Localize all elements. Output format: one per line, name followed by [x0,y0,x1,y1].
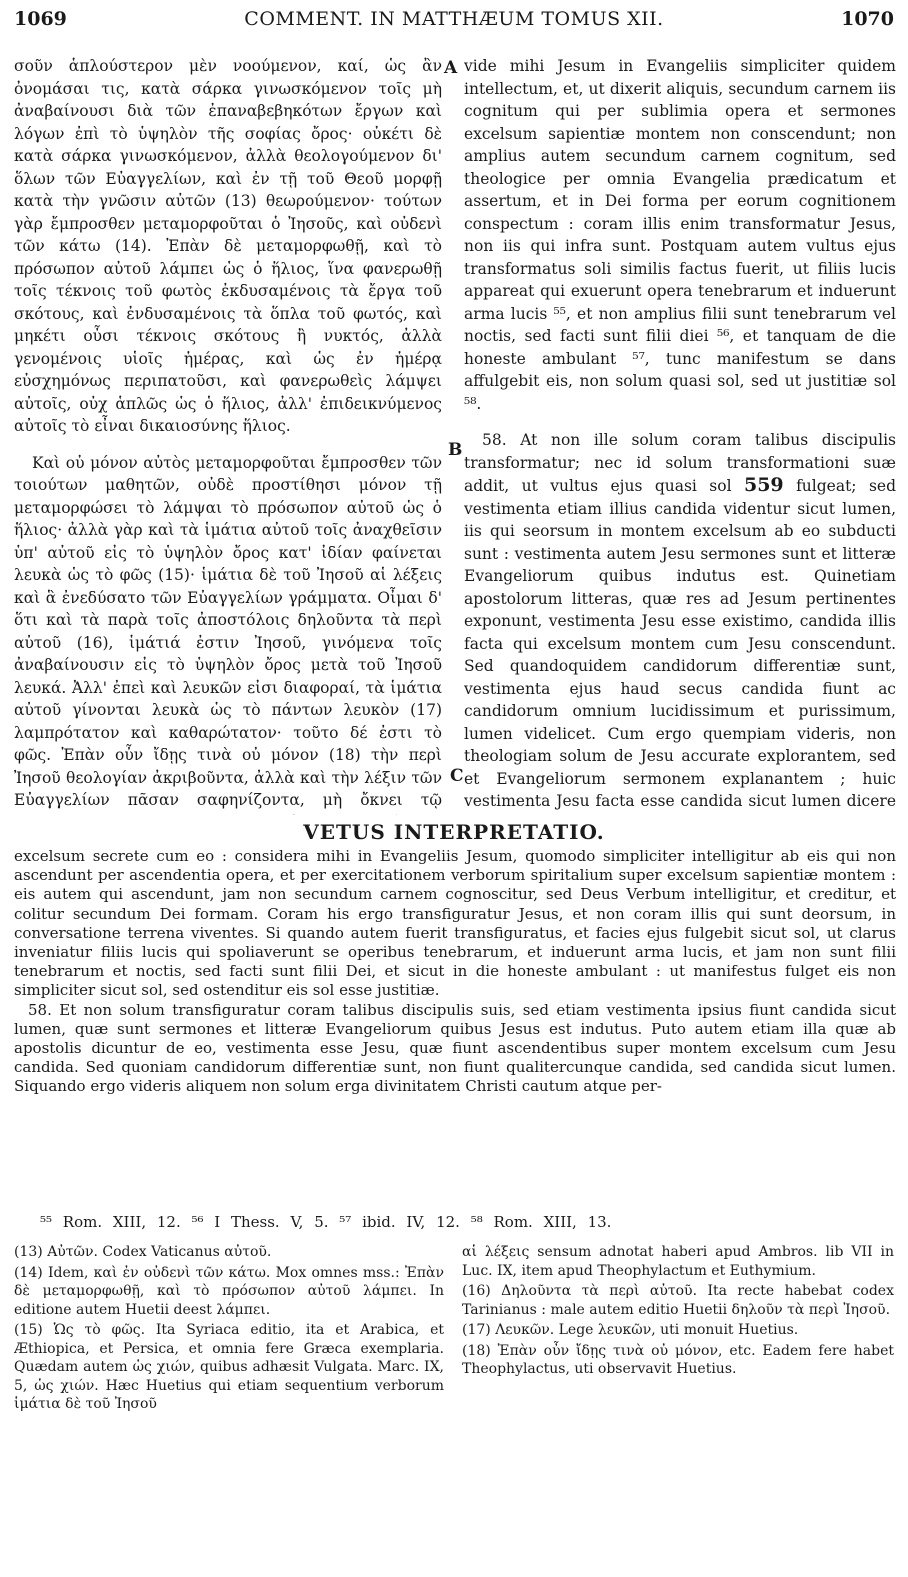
vetus-interpretatio-text [14,847,896,1212]
footnote: (13) Αὐτῶν. Codex Vaticanus αὐτοῦ. [14,1244,272,1260]
margin-mark-c: C [450,766,464,786]
greek-paragraph: σοῦν ἁπλούστερον μὲν νοούμενον, καί, ὡς ἂν ὀνομάσαι τις, κατὰ σάρκα γινωσκόμενον τοῖς μὴ ἀναβαίνουσι διὰ τῶν ἐπαναβεβηκότων ἔργων καὶ λόγων ἐπὶ τὸ ὑψηλὸν τῆς σοφίας ὄρος· οὐκέτι δὲ κατὰ σάρκα γινωσκόμενον, ἀλλὰ θεολογούμενον δι' ὅλων τῶν Εὐαγγελίων, καὶ ἐν τῇ τοῦ Θεοῦ μορφῇ κατὰ τὴν γνῶσιν αὐτῶν (13) θεωρούμενον· τούτων γὰρ ἔμπροσθεν μεταμορφοῦται ὁ Ἰησοῦς, καὶ οὐδενὶ τῶν κάτω (14). Ἐπὰν δὲ μεταμορφωθῇ, καὶ τὸ πρόσωπον αὐτοῦ λάμπει ὡς ὁ ἥλιος, ἵνα φανερωθῇ τοῖς τέκνοις τοῦ φωτὸς ἐκδυσαμένοις τὰ ἔργα τοῦ σκότους, καὶ ἐνδυσαμένοις τὰ ὅπλα τοῦ φωτός, καὶ μηκέτι οὖσι τέκνοις σκότους ἢ νυκτός, ἀλλὰ γενομένοις υἱοῖς ἡμέρας, καὶ ὡς ἐν ἡμέρᾳ εὐσχημόνως περιπατοῦσι, καὶ φανερωθεὶς λάμψει αὐτοῖς, οὐχ ἁπλῶς ὡς ὁ ἥλιος, ἀλλ' ἐπιδεικνύμενος αὐτοῖς τὸ εἶναι δικαιοσύνης ἥλιος. [14,57,442,435]
vetus-paragraph: excelsum secrete cum eo : considera mihi in Evangeliis Jesum, quomodo simpliciter intelligitur ab eis qui non ascendunt per ascendentia opera, et per exercitationem verborum spiritalium super excelsum sapientiæ montem : eis autem qui ascendunt, jam non secundum carnem cognoscitur, sed Deus Verbum intelligitur, et creditur, et colitur secundum Dei formam. Coram his ergo transfiguratur Jesus, et non coram illis qui sunt deorsum, in conversatione terrena viventes. Si quando autem fuerit transfiguratus, et facies ejus fulgebit sicut sol, ut clarus inveniatur filiis lucis qui spoliaverunt se operibus tenebrarum, et induerunt arma lucis, et jam non sunt filii tenebrarum et noctis, sed facti sunt filii Dei, et sicut in die honeste ambulant : ut manifestus fulget eis non simpliciter sicut sol, sed ostenditur eis sol esse justitiæ. [14,847,896,1000]
latin-column [464,55,896,815]
page-number-left: 1069 [14,8,67,30]
footnote: (18) Ἐπὰν οὖν ἴδῃς τινὰ οὐ μόνον, etc. Eadem fere habet Theophylactus, uti observavit Huetius. [462,1342,894,1377]
page-number-right: 1070 [841,8,894,30]
latin-text: 58. At non ille solum coram talibus discipulis transformatur; nec id solum transformationi suæ addit, ut vultus ejus quasi sol [464,431,896,495]
greek-column [14,55,442,815]
footnote: (15) Ὡς τὸ φῶς. Ita Syriaca editio, ita et Arabica, et Æthiopica, et Persica, et omnia fere Græca exemplaria. Quædam autem ὡς χιών, quibus adhæsit Vulgata. Marc. IX, 5, ὡς χιών. Hæc Huetius qui etiam sequentium verborum ἱμάτια δὲ τοῦ Ἰησοῦ [14,1322,444,1412]
section-title: VETUS INTERPRETATIO. [303,820,605,844]
greek-paragraph: Καὶ οὐ μόνον αὐτὸς μεταμορφοῦται ἔμπροσθεν τῶν τοιούτων μαθητῶν, οὐδὲ προστίθησι μόνον τῇ μεταμορφώσει τὸ λάμψαι τὸ πρόσωπον αὐτοῦ ὡς ὁ ἥλιος· ἀλλὰ γὰρ καὶ τὰ ἱμάτια αὐτοῦ τοῖς ἀναχθεῖσιν ὑπ' αὐτοῦ εἰς τὸ ὑψηλὸν ὄρος κατ' ἰδίαν φαίνεται λευκὰ ὡς τὸ φῶς (15)· ἱμάτια δὲ τοῦ Ἰησοῦ αἱ λέξεις καὶ ἃ ἐνεδύσατο τῶν Εὐαγγελίων γράμματα. Οἶμαι δ' ὅτι καὶ τὰ παρὰ τοῖς ἀποστόλοις δηλοῦντα τὰ περὶ αὐτοῦ (16), ἱμάτιά ἐστιν Ἰησοῦ, γινόμενα τοῖς ἀναβαίνουσιν εἰς τὸ ὑψηλὸν ὄρος μετὰ τοῦ Ἰησοῦ λευκά. Ἀλλ' ἐπεὶ καὶ λευκῶν εἰσι διαφοραί, τὰ ἱμάτια αὐτοῦ γίνονται λευκὰ ὡς τὸ πάντων λευκὸν (17) λαμπρότατον καὶ καθαρώτατον· τοῦτο δέ ἐστι τὸ φῶς. Ἐπὰν οὖν ἴδῃς τινὰ οὐ μόνον (18) τὴν περὶ Ἰησοῦ θεολογίαν ἀκριβοῦντα, ἀλλὰ καὶ τὴν λέξιν τῶν Εὐαγγελίων πᾶσαν σαφηνίζοντα, μὴ ὄκνει τῷ [14,453,442,809]
latin-text: fulgeat; sed vestimenta etiam illius candida videntur sicut lumen, iis qui seorsum in montem excelsum ab eo subducti sunt : vestimenta autem Jesu sermones sunt et litteræ Evangeliorum quibus indutus est. Quinetiam apostolorum litteras, quæ res ad Jesum pertinentes exponunt, vestimenta Jesu esse existimo, candida illis facta qui excelsum montem cum Jesu conscendunt. Sed quandoquidem candidorum differentiæ sunt, vestimenta ejus haud secus candida fiunt ac candidorum omnium lucidissimum et purissimum, lumen videlicet. Cum ergo quempiam videris, non theologiam solum de Jesu accurate explorantem, sed et Evangeliorum sermonem explanantem ; huic vestimenta Jesu facta esse candida sicut lumen dicere [464,477,896,810]
inline-page-number: 559 [743,474,784,496]
footnote: αἱ λέξεις sensum adnotat haberi apud Ambros. lib VII in Luc. IX, item apud Theophylactum et Euthymium. [462,1244,894,1279]
vetus-paragraph: 58. Et non solum transfiguratur coram talibus discipulis suis, sed etiam vestimenta ipsius fiunt candida sicut lumen, quæ sunt sermones et litteræ Evangeliorum quibus Jesus est indutus. Puto autem etiam illa quæ ab apostolis dicuntur de eo, vestimenta esse Jesu, quæ fiunt ascendentibus super montem excelsum cum Jesu candida. Sed quoniam candidorum differentiæ sunt, non fiunt qualitercunque candida, sed candida sicut lumen. Siquando ergo videris aliquem non solum erga divinitatem Christi cautum atque per- [14,1000,896,1096]
scripture-references: ⁵⁵ Rom. XIII, 12. ⁵⁶ I Thess. V, 5. ⁵⁷ ibid. IV, 12. ⁵⁸ Rom. XIII, 13. [40,1213,612,1231]
running-title: COMMENT. IN MATTHÆUM TOMUS XII. [244,8,664,30]
running-header [14,8,894,42]
latin-paragraph [464,429,896,815]
margin-mark-a: A [444,58,458,78]
footnote: (17) Λευκῶν. Lege λευκῶν, uti monuit Huetius. [462,1322,799,1338]
footnote: (16) Δηλοῦντα τὰ περὶ αὐτοῦ. Ita recte habebat codex Tarinianus : male autem editio Huetii δηλοῦν τὰ περὶ Ἰησοῦ. [462,1283,894,1318]
footnotes-right [462,1243,894,1523]
margin-mark-b: B [448,440,463,460]
latin-paragraph: vide mihi Jesum in Evangeliis simpliciter quidem intellectum, et, ut dixerit aliquis, secundum carnem iis cognitum qui per sublimia opera et sermones excelsum sapientiæ montem non conscendunt; non amplius autem secundum carnem cognitum, sed theologice per omnia Evangelia prædicatum et assertum, et in Dei forma per eorum cognitionem conspectum : coram illis enim transformatur Jesus, non iis qui infra sunt. Postquam autem vultus ejus transformatus soli similis factus fuerit, ut filiis lucis appareat qui exuerunt opera tenebrarum et induerunt arma lucis ⁵⁵, et non amplius filii sunt tenebrarum vel noctis, sed facti sunt filii diei ⁵⁶, et tanquam de die honeste ambulant ⁵⁷, tunc manifestum se dans affulgebit eis, non solum quasi sol, sed ut justitiæ sol ⁵⁸. [464,57,896,413]
footnotes-left [14,1243,444,1523]
footnote: (14) Idem, καὶ ἐν οὐδενὶ τῶν κάτω. Mox omnes mss.: Ἐπὰν δὲ μεταμορφωθῇ, καὶ τὸ πρόσωπον αὐτοῦ λάμπει. In editione autem Huetii deest λάμπει. [14,1264,444,1318]
